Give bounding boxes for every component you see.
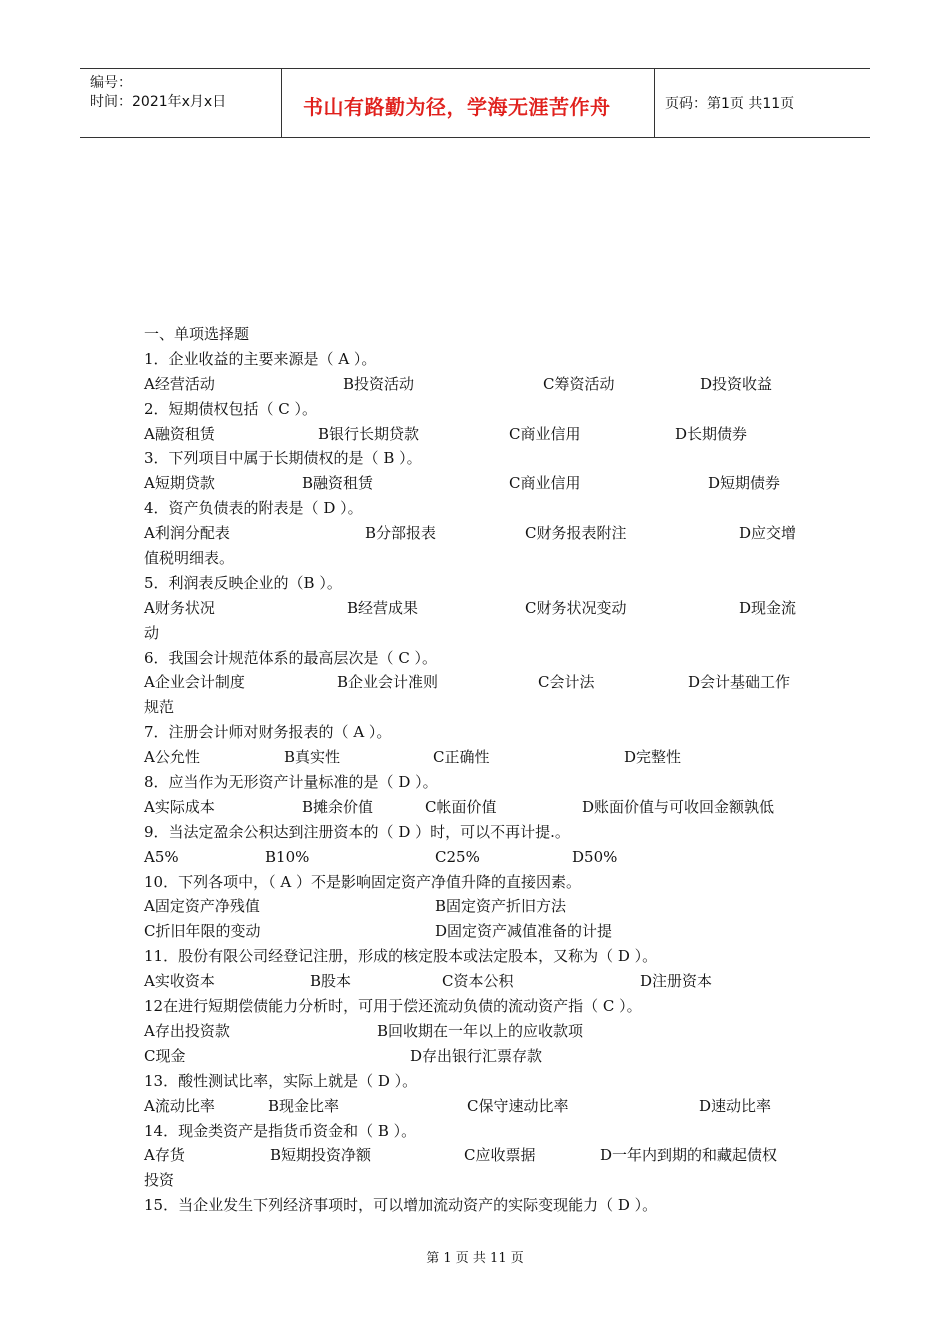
text-segment: 14．现金类资产是指货币资金和（ B ）。	[144, 1121, 417, 1140]
text-line	[144, 496, 814, 521]
text-segment: C商业信用	[509, 474, 581, 493]
text-segment: 8．应当作为无形资产计量标准的是（ D ）。	[144, 773, 438, 792]
header-table	[80, 68, 870, 138]
text-segment: B10%	[265, 847, 310, 866]
text-segment: A流动比率	[144, 1096, 215, 1115]
text-segment: A实际成本	[144, 797, 215, 816]
text-segment: C折旧年限的变动	[144, 922, 261, 941]
header-info-cell	[80, 69, 282, 137]
text-line	[144, 621, 814, 646]
text-line	[144, 944, 814, 969]
text-segment: 4．资产负债表的附表是（ D ）。	[144, 499, 363, 518]
motto-text: 书山有路勤为径，学海无涯苦作舟	[303, 95, 611, 119]
text-segment: A利润分配表	[144, 524, 230, 543]
text-line	[144, 1094, 814, 1119]
text-segment: A存货	[144, 1146, 185, 1165]
text-segment: D短期债券	[708, 474, 781, 493]
text-line	[144, 845, 814, 870]
text-segment: A短期贷款	[144, 474, 215, 493]
text-segment: A固定资产净残值	[144, 897, 260, 916]
text-line	[144, 1168, 814, 1193]
text-segment: 一、单项选择题	[144, 325, 250, 343]
text-segment: 值税明细表。	[144, 549, 235, 568]
text-segment: C保守速动比率	[467, 1096, 569, 1115]
text-segment: 规范	[144, 698, 175, 717]
text-segment: B银行长期贷款	[318, 424, 420, 443]
text-segment: 7．注册会计师对财务报表的（ A ）。	[144, 723, 392, 742]
text-segment: B分部报表	[365, 524, 437, 543]
text-segment: A5%	[144, 847, 179, 866]
text-line	[144, 1069, 814, 1094]
text-segment: C财务报表附注	[525, 524, 627, 543]
text-line	[144, 795, 814, 820]
text-segment: D投资收益	[700, 374, 773, 393]
text-segment: 13．酸性测试比率，实际上就是（ D ）。	[144, 1071, 418, 1090]
text-segment: C现金	[144, 1046, 186, 1065]
text-segment: D账面价值与可收回金额孰低	[582, 797, 775, 816]
text-segment: D一年内到期的和藏起债权	[600, 1146, 778, 1165]
text-line	[144, 820, 814, 845]
text-segment: B融资租赁	[302, 474, 374, 493]
text-line	[144, 546, 814, 571]
text-segment: D存出银行汇票存款	[410, 1046, 543, 1065]
text-segment: 9．当法定盈余公积达到注册资本的（ D ）时，可以不再计提.。	[144, 822, 570, 841]
text-line	[144, 969, 814, 994]
number-label: 编号：	[90, 75, 132, 91]
text-segment: B真实性	[284, 748, 341, 767]
text-line	[144, 1193, 814, 1218]
text-line	[144, 397, 814, 422]
text-segment: A实收资本	[144, 972, 215, 991]
text-segment: B经营成果	[347, 598, 419, 617]
text-line	[144, 1019, 814, 1044]
text-line	[144, 695, 814, 720]
text-segment: C筹资活动	[543, 374, 615, 393]
text-segment: C正确性	[433, 748, 490, 767]
text-segment: 投资	[144, 1171, 175, 1190]
text-segment: D速动比率	[699, 1096, 772, 1115]
page-footer: 第 1 页 共 11 页	[426, 1251, 524, 1266]
text-segment: 12在进行短期偿债能力分析时，可用于偿还流动负债的流动资产指（ C ）。	[144, 997, 642, 1016]
text-segment: C应收票据	[464, 1146, 536, 1165]
text-line	[144, 745, 814, 770]
text-line	[144, 770, 814, 795]
text-segment: 11．股份有限公司经登记注册，形成的核定股本或法定股本，又称为（ D ）。	[144, 947, 658, 966]
text-segment: 2．短期债权包括（ C ）。	[144, 399, 318, 418]
text-segment: B股本	[310, 972, 352, 991]
text-segment: D会计基础工作	[688, 673, 791, 692]
time-label: 时间：2021年x月x日	[90, 94, 227, 110]
text-segment: B固定资产折旧方法	[435, 897, 567, 916]
text-line	[144, 894, 814, 919]
text-line	[144, 471, 814, 496]
text-segment: 动	[144, 623, 160, 642]
text-segment: A公允性	[144, 748, 200, 767]
text-segment: A融资租赁	[144, 424, 215, 443]
text-segment: D完整性	[624, 748, 682, 767]
text-line	[144, 347, 814, 372]
text-segment: 10．下列各项中，（ A ）不是影响固定资产净值升降的直接因素。	[144, 872, 581, 891]
text-segment: B摊余价值	[302, 797, 374, 816]
text-segment: D长期债券	[675, 424, 748, 443]
text-segment: 5．利润表反映企业的（B ）。	[144, 573, 342, 592]
text-segment: 15．当企业发生下列经济事项时，可以增加流动资产的实际变现能力（ D ）。	[144, 1196, 658, 1215]
motto-cell	[282, 69, 655, 137]
text-line	[144, 1143, 814, 1168]
text-line	[144, 670, 814, 695]
text-segment: 3．下列项目中属于长期债权的是（ B ）。	[144, 449, 422, 468]
text-segment: C会计法	[538, 673, 595, 692]
text-segment: C资本公积	[442, 972, 514, 991]
text-segment: C商业信用	[509, 424, 581, 443]
text-segment: B短期投资净额	[270, 1146, 372, 1165]
text-line	[144, 870, 814, 895]
text-line	[144, 596, 814, 621]
text-segment: D注册资本	[640, 972, 713, 991]
text-segment: 6．我国会计规范体系的最高层次是（ C ）。	[144, 648, 438, 667]
text-segment: A企业会计制度	[144, 673, 245, 692]
text-segment: D现金流	[739, 598, 797, 617]
text-segment: B现金比率	[268, 1096, 340, 1115]
text-line	[144, 372, 814, 397]
text-line	[144, 571, 814, 596]
text-segment: B回收期在一年以上的应收款项	[377, 1021, 584, 1040]
text-line	[144, 919, 814, 944]
text-segment: D50%	[572, 847, 618, 866]
text-segment: A财务状况	[144, 598, 215, 617]
text-line	[144, 521, 814, 546]
text-line	[144, 322, 814, 347]
text-line	[144, 1119, 814, 1144]
text-segment: A经营活动	[144, 374, 215, 393]
text-segment: D固定资产减值准备的计提	[435, 922, 613, 941]
question-body	[144, 322, 814, 1218]
page-info: 页码：第1页 共11页	[665, 96, 795, 112]
text-line	[144, 994, 814, 1019]
text-line	[144, 720, 814, 745]
text-segment: 1．企业收益的主要来源是（ A ）。	[144, 349, 377, 368]
text-segment: B投资活动	[343, 374, 415, 393]
text-line	[144, 646, 814, 671]
text-line	[144, 422, 814, 447]
text-segment: B企业会计准则	[337, 673, 439, 692]
text-segment: A存出投资款	[144, 1021, 230, 1040]
text-line	[144, 446, 814, 471]
text-segment: C财务状况变动	[525, 598, 627, 617]
text-segment: C帐面价值	[425, 797, 497, 816]
text-segment: D应交增	[739, 524, 797, 543]
text-line	[144, 1044, 814, 1069]
text-segment: C25%	[435, 847, 480, 866]
